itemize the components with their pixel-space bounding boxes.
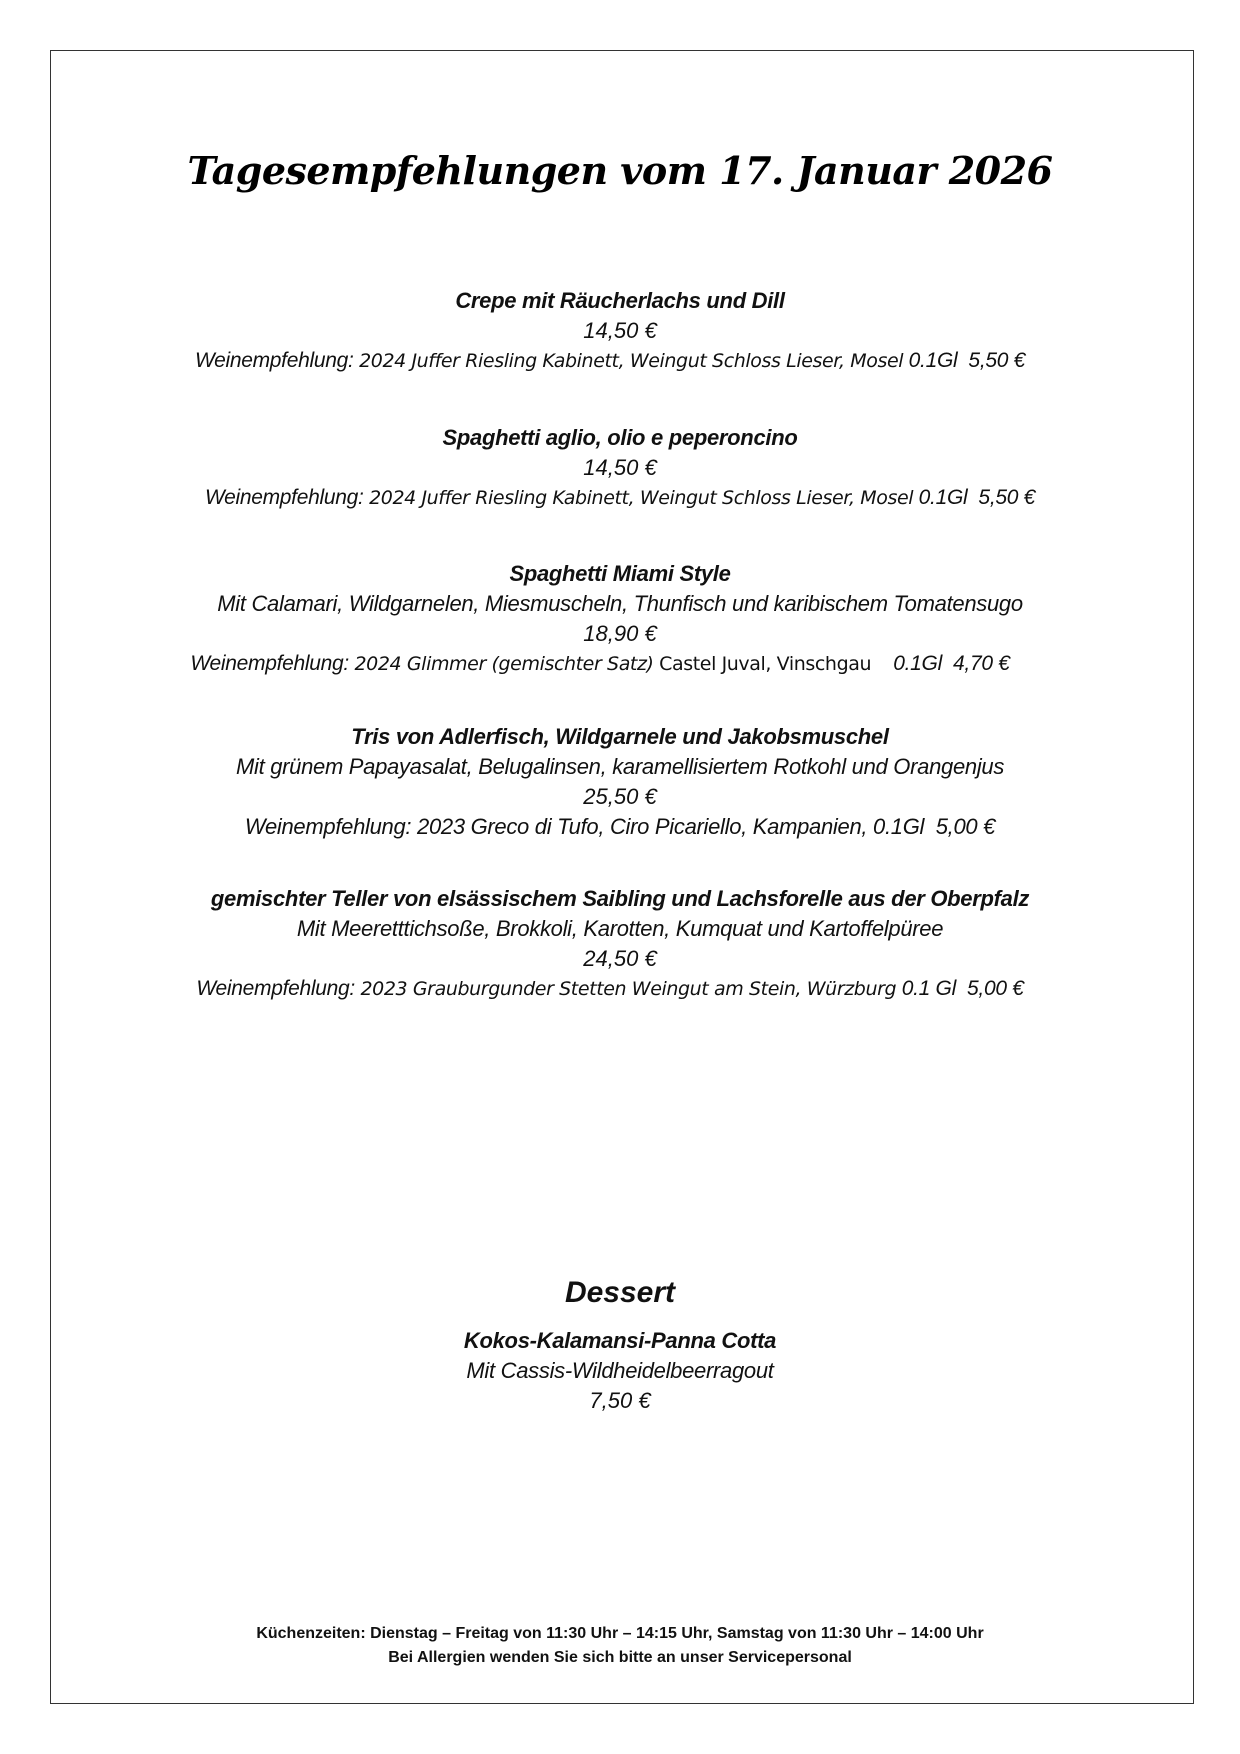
dish-name: gemischter Teller von elsässischem Saibling und Lachsforelle aus der Oberpfalz bbox=[210, 886, 1030, 911]
dish-spaghetti-miami bbox=[60, 559, 1180, 679]
wine-producer: Castel Juval, Vinschgau bbox=[659, 653, 872, 675]
wine-glass-price: 0.1Gl 5,50 € bbox=[918, 486, 1036, 509]
wine-text: 2023 Grauburgunder Stetten Weingut am Stein, Würzburg bbox=[360, 978, 897, 1000]
dish-description: Mit Cassis-Wildheidelbeerragout bbox=[466, 1358, 774, 1383]
wine-glass-price: 0.1Gl 4,70 € bbox=[893, 652, 1010, 675]
wine-recommendation: Weinempfehlung: 2023 Greco di Tufo, Ciro Picariello, Kampanien, 0.1Gl 5,00 € bbox=[244, 814, 996, 839]
dish-name: Spaghetti Miami Style bbox=[509, 561, 731, 586]
footer bbox=[0, 1622, 1240, 1670]
wine-label: Weinempfehlung: bbox=[190, 652, 349, 675]
allergy-note: Bei Allergien wenden Sie sich bitte an unser Servicepersonal bbox=[388, 1649, 852, 1666]
wine-recommendation bbox=[40, 346, 1180, 376]
page-title: Tagesempfehlungen vom 17. Januar 2026 bbox=[187, 148, 1053, 193]
dish-price: 25,50 € bbox=[583, 784, 657, 809]
dish-tris bbox=[60, 722, 1180, 842]
dish-name: Tris von Adlerfisch, Wildgarnele und Jakobsmuschel bbox=[351, 724, 889, 749]
wine-glass-price: 0.1Gl 5,50 € bbox=[908, 349, 1026, 372]
dish-price: 18,90 € bbox=[583, 621, 657, 646]
dish-name: Spaghetti aglio, olio e peperoncino bbox=[442, 425, 798, 450]
dish-crepe bbox=[60, 286, 1180, 376]
dish-name: Crepe mit Räucherlachs und Dill bbox=[455, 288, 785, 313]
dish-spaghetti-aglio bbox=[60, 423, 1180, 513]
wine-recommendation bbox=[20, 649, 1180, 679]
dish-name: Kokos-Kalamansi-Panna Cotta bbox=[463, 1328, 777, 1353]
wine-recommendation bbox=[40, 974, 1180, 1004]
dessert-heading: Dessert bbox=[564, 1276, 676, 1309]
wine-label: Weinempfehlung: bbox=[196, 977, 355, 1000]
kitchen-hours: Küchenzeiten: Dienstag – Freitag von 11:30 Uhr – 14:15 Uhr, Samstag von 11:30 Uhr – 14:00 Uhr bbox=[256, 1625, 984, 1642]
dish-description: Mit Meeretttichsoße, Brokkoli, Karotten, Kumquat und Kartoffelpüree bbox=[296, 916, 944, 941]
dessert-item bbox=[60, 1326, 1180, 1416]
dish-description: Mit Calamari, Wildgarnelen, Miesmuscheln, Thunfisch und karibischem Tomatensugo bbox=[217, 591, 1023, 616]
wine-recommendation bbox=[60, 483, 1180, 513]
dish-price: 7,50 € bbox=[589, 1388, 651, 1413]
dish-price: 24,50 € bbox=[583, 946, 657, 971]
dish-price: 14,50 € bbox=[583, 455, 657, 480]
wine-label: Weinempfehlung: bbox=[194, 349, 354, 372]
dish-description: Mit grünem Papayasalat, Belugalinsen, karamellisiertem Rotkohl und Orangenjus bbox=[235, 754, 1005, 779]
dish-saibling bbox=[60, 884, 1180, 1004]
wine-text: 2024 Juffer Riesling Kabinett, Weingut Schloss Lieser, Mosel bbox=[359, 350, 904, 372]
dish-price: 14,50 € bbox=[583, 318, 657, 343]
wine-glass-price: 0.1 Gl 5,00 € bbox=[901, 977, 1024, 1000]
wine-text: 2024 Juffer Riesling Kabinett, Weingut Schloss Lieser, Mosel bbox=[369, 487, 914, 509]
wine-text: 2024 Glimmer (gemischter Satz) bbox=[354, 653, 654, 675]
wine-label: Weinempfehlung: bbox=[204, 486, 364, 509]
